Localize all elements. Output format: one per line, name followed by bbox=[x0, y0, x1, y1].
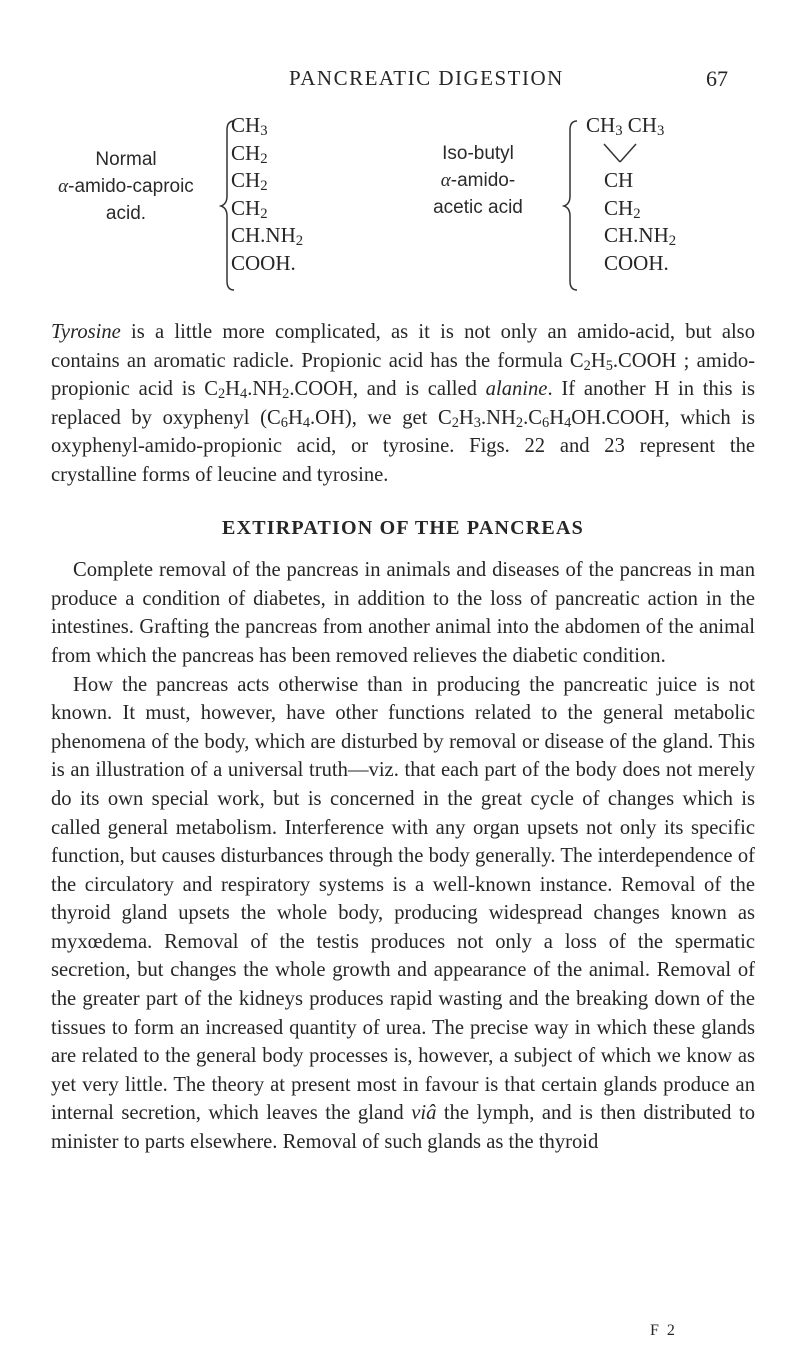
group-ch2: $CH_2$ bbox=[231, 168, 268, 194]
formula-name-acetic: Iso-butyl α-amido- acetic acid bbox=[413, 140, 543, 221]
structure-acetic bbox=[586, 112, 676, 277]
section-heading: EXTIRPATION OF THE PANCREAS bbox=[222, 516, 584, 539]
group-ch3-ch3: $CH_3$ $CH_3$ bbox=[586, 113, 665, 139]
paragraph-tyrosine: Tyrosine is a little more complicated, as it is not only an amido-acid, but also contains an aromatic radicle. Propionic acid has the formula $C_2H_5.COOH$ ; amido-propionic acid is $C_2H_4.NH_2.COOH$, and is called alanine. If another H in this is replaced by oxyphenyl $(C_6H_4.OH)$, we get $C_2H_3.NH_2.C_6H_4OH.COOH$, which is oxyphenyl-amido-propionic acid, or tyrosine. Figs. 22 and 23 represent the crystalline forms of leucine and tyrosine. bbox=[51, 321, 755, 486]
paragraph-removal: Complete removal of the pancreas in animals and diseases of the pancreas in man produce a condition of diabetes, in addition to the loss of pancreatic action in the intestines. Grafting the pancreas from another animal into the abdomen of the animal from which the pancreas has been removed relieves the diabetic condition. bbox=[51, 559, 755, 667]
branch-bonds bbox=[600, 142, 660, 166]
group-ch2: $CH_2$ bbox=[231, 140, 268, 167]
signature-mark: F 2 bbox=[650, 1322, 677, 1339]
group-ch2: $CH_2$ bbox=[231, 195, 268, 222]
running-head bbox=[0, 66, 800, 96]
structure-caproic bbox=[231, 112, 303, 277]
body-text bbox=[51, 318, 755, 1157]
group-ch: CH bbox=[604, 168, 634, 192]
group-ch-nh2: $CH.NH_2$ bbox=[604, 223, 677, 249]
group-ch2: $CH_2$ bbox=[604, 195, 641, 222]
formula-name-line: α-amido-caproic bbox=[58, 176, 194, 197]
paragraph-how: How the pancreas acts otherwise than in producing the pancreatic juice is not known. It must, however, have other functions related to the general metabolic phenomena of the body, which are disturbed by removal or disease of the gland. This is an illustration of a universal truth—viz. that each part of the body does not merely do its own special work, but is concerned in the great cycle of changes which is called general metabolism. Interference with any organ upsets not only its specific function, but causes disturbances through the body generally. The interdependence of the circulatory and respiratory systems is a well-known instance. Removal of the thyroid gland upsets the whole body, producing widespread changes known as myxœdema. Removal of the testis produces not only a loss of the spermatic secretion, but changes the whole growth and appearance of the animal. Removal of the greater part of the kidneys produces rapid wasting and the breaking down of the tissues to form an increased quantity of urea. The precise way in which these glands are related to the general body processes is, however, a subject of which we know as yet very little. The theory at present most in favour is that certain glands produce an internal secretion, which leaves the gland viâ the lymph, and is then distributed to minister to parts elsewhere. Removal of such glands as the thyroid bbox=[51, 673, 755, 1154]
group-cooh: COOH. bbox=[231, 250, 296, 275]
running-title: PANCREATIC DIGESTION bbox=[289, 66, 564, 90]
branch-lines bbox=[586, 140, 676, 168]
structural-formulas bbox=[0, 112, 800, 302]
formula-name-line: α-amido- bbox=[440, 170, 516, 191]
page-number: 67 bbox=[706, 66, 728, 91]
group-ch3: $CH_3$ bbox=[231, 113, 268, 139]
formula-name-caproic: Normal α-amido-caproic acid. bbox=[42, 146, 210, 227]
right-brace-acetic bbox=[562, 118, 582, 293]
group-ch-nh2: $CH.NH_2$ bbox=[231, 223, 304, 249]
group-cooh: COOH. bbox=[604, 250, 669, 275]
